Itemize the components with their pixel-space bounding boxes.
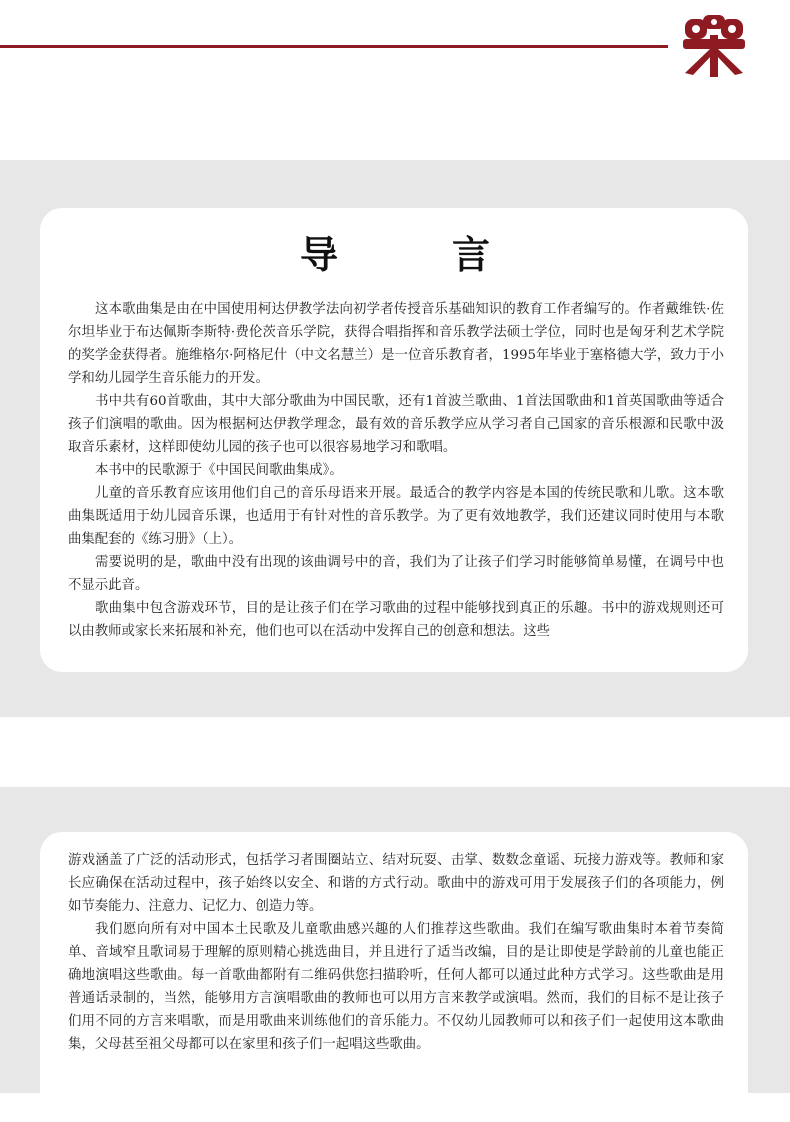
paragraph: 本书中的民歌源于《中国民间歌曲集成》。 xyxy=(95,463,343,478)
paragraph: 歌曲集中包含游戏环节，目的是让孩子们在学习歌曲的过程中能够找到真正的乐趣。书中的游戏规则还可以由教师或家长来拓展和补充，他们也可以在活动中发挥自己的创意和想法。这些 xyxy=(68,601,724,639)
paragraph: 儿童的音乐教育应该用他们自己的音乐母语来开展。最适合的教学内容是本国的传统民歌和儿歌。这本歌曲集既适用于幼儿园音乐课，也适用于有针对性的音乐教学。为了更有效地教学，我们还建议同时使用与本歌曲集配套的《练习册》（上）。 xyxy=(68,486,724,547)
paragraph: 游戏涵盖了广泛的活动形式，包括学习者围圈站立、结对玩耍、击掌、数数念童谣、玩接力游戏等。教师和家长应确保在活动过程中，孩子始终以安全、和谐的方式行动。歌曲中的游戏可用于发展孩子们的各项能力，例如节奏能力、注意力、记忆力、创造力等。 xyxy=(68,853,724,914)
page2-text xyxy=(68,849,724,1056)
paragraph: 我们愿向所有对中国本土民歌及儿童歌曲感兴趣的人们推荐这些歌曲。我们在编写歌曲集时本着节奏简单、音域窄且歌词易于理解的原则精心挑选曲目，并且进行了适当改编，目的是让即使是学龄前的儿童也能正确地演唱这些歌曲。每一首歌曲都附有二维码供您扫描聆听，任何人都可以通过此种方式学习。这些歌曲是用普通话录制的，当然，能够用方言演唱歌曲的教师也可以用方言来教学或演唱。然而，我们的目标不是让孩子们用不同的方言来唱歌，而是用歌曲来训练他们的音乐能力。不仅幼儿园教师可以和孩子们一起使用这本歌曲集，父母甚至祖父母都可以在家里和孩子们一起唱这些歌曲。 xyxy=(68,922,724,1052)
publisher-emblem-icon xyxy=(681,15,747,77)
paragraph: 这本歌曲集是由在中国使用柯达伊教学法向初学者传授音乐基础知识的教育工作者编写的。作者戴维铁·佐尔坦毕业于布达佩斯李斯特·费伦茨音乐学院，获得合唱指挥和音乐教学法硕士学位，同时也是匈牙利艺术学院的奖学金获得者。施维格尔·阿格尼什（中文名慧兰）是一位音乐教育者，1995年毕业于塞格德大学，致力于小学和幼儿园学生音乐能力的开发。 xyxy=(68,302,724,386)
page-title: 导 言 xyxy=(299,233,528,277)
paragraph: 需要说明的是，歌曲中没有出现的该曲调号中的音，我们为了让孩子们学习时能够简单易懂，在调号中也不显示此音。 xyxy=(68,555,724,593)
paragraph: 书中共有60首歌曲，其中大部分歌曲为中国民歌，还有1首波兰歌曲、1首法国歌曲和1首英国歌曲等适合孩子们演唱的歌曲。因为根据柯达伊教学理念，最有效的音乐教学应从学习者自己国家的音乐根源和民歌中汲取音乐素材，这样即使幼儿园的孩子也可以很容易地学习和歌唱。 xyxy=(68,394,724,455)
page1-text xyxy=(68,298,724,643)
header-rule xyxy=(0,45,668,48)
